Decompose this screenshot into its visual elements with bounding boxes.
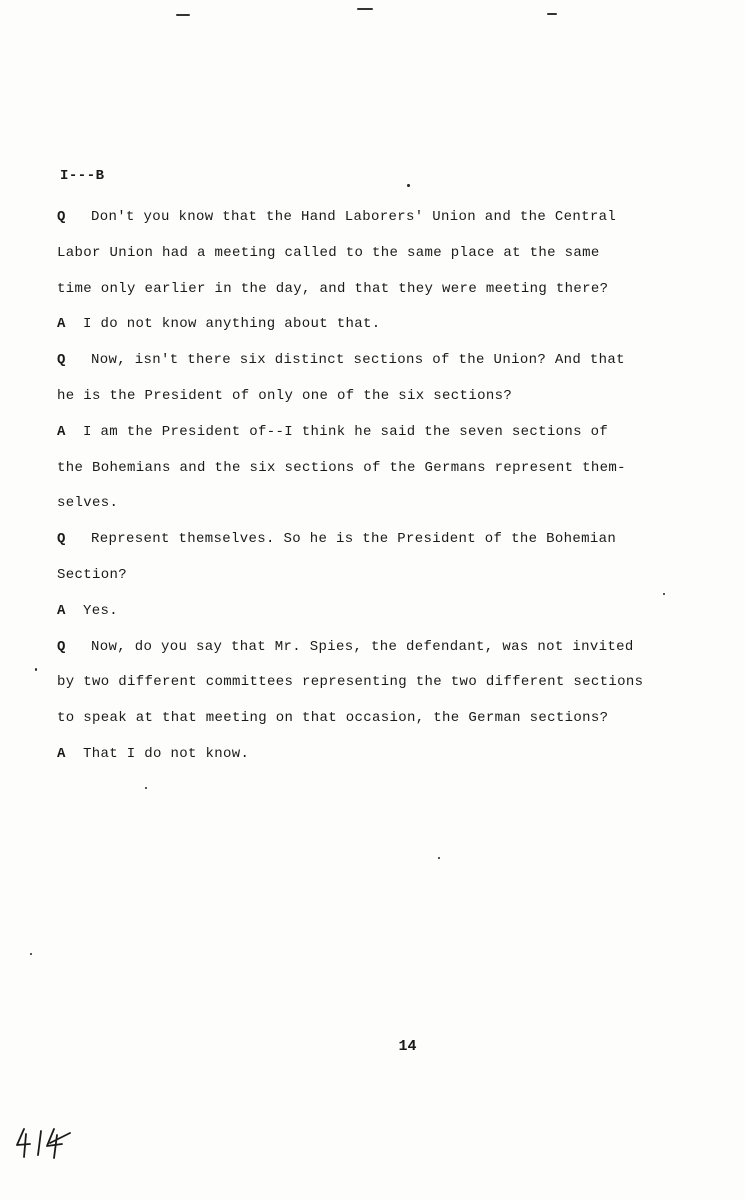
line-text: That I do not know. — [83, 745, 250, 762]
scan-speck — [35, 668, 37, 671]
line-text: selves. — [57, 495, 119, 512]
testimony-line — [57, 272, 697, 308]
line-text: Now, isn't there six distinct sections of the Union? And that — [91, 352, 625, 369]
line-text: Section? — [57, 566, 128, 583]
line-text: the Bohemians and the six sections of the Germans represent them- — [57, 459, 626, 476]
testimony-line — [57, 486, 697, 522]
speaker-label: A — [57, 423, 66, 440]
testimony-line — [57, 415, 697, 451]
speaker-label: Q — [57, 352, 66, 369]
line-text: Labor Union had a meeting called to the same place at the same — [57, 244, 600, 261]
testimony-line — [57, 737, 697, 773]
scan-speck — [438, 857, 440, 859]
section-label: I---B — [60, 168, 105, 184]
testimony-line — [57, 630, 697, 666]
testimony-line — [57, 200, 697, 236]
line-text: Yes. — [83, 602, 119, 619]
testimony-line — [57, 343, 697, 379]
line-text: to speak at that meeting on that occasion, the German sections? — [57, 710, 609, 727]
scan-speck — [30, 953, 32, 955]
speaker-label: A — [57, 602, 66, 619]
testimony-line — [57, 236, 697, 272]
testimony-text — [57, 200, 697, 773]
handwritten-page-number — [14, 1125, 84, 1161]
scan-mark — [357, 8, 373, 10]
page-number: 14 — [398, 1038, 417, 1055]
testimony-line — [57, 594, 697, 630]
scan-mark — [176, 14, 190, 16]
line-text: Don't you know that the Hand Laborers' Union and the Central — [91, 209, 617, 225]
scan-speck — [145, 787, 147, 789]
testimony-line — [57, 379, 697, 415]
speaker-label: Q — [57, 209, 66, 225]
line-text: by two different committees representing the two different sections — [57, 674, 644, 691]
testimony-line — [57, 451, 697, 487]
line-text: time only earlier in the day, and that they were meeting there? — [57, 280, 609, 297]
testimony-line — [57, 665, 697, 701]
testimony-line — [57, 701, 697, 737]
testimony-line — [57, 558, 697, 594]
speaker-label: A — [57, 745, 66, 762]
speaker-label: A — [57, 316, 66, 333]
speaker-label: Q — [57, 531, 66, 548]
line-text: Now, do you say that Mr. Spies, the defendant, was not invited — [91, 638, 634, 655]
line-text: he is the President of only one of the six sections? — [57, 387, 513, 404]
testimony-line — [57, 522, 697, 558]
scan-speck — [407, 184, 410, 187]
line-text: I do not know anything about that. — [83, 316, 381, 333]
testimony-line — [57, 307, 697, 343]
line-text: I am the President of--I think he said the seven sections of — [83, 423, 609, 440]
speaker-label: Q — [57, 638, 66, 655]
scan-mark — [547, 13, 557, 15]
line-text: Represent themselves. So he is the President of the Bohemian — [91, 531, 617, 548]
